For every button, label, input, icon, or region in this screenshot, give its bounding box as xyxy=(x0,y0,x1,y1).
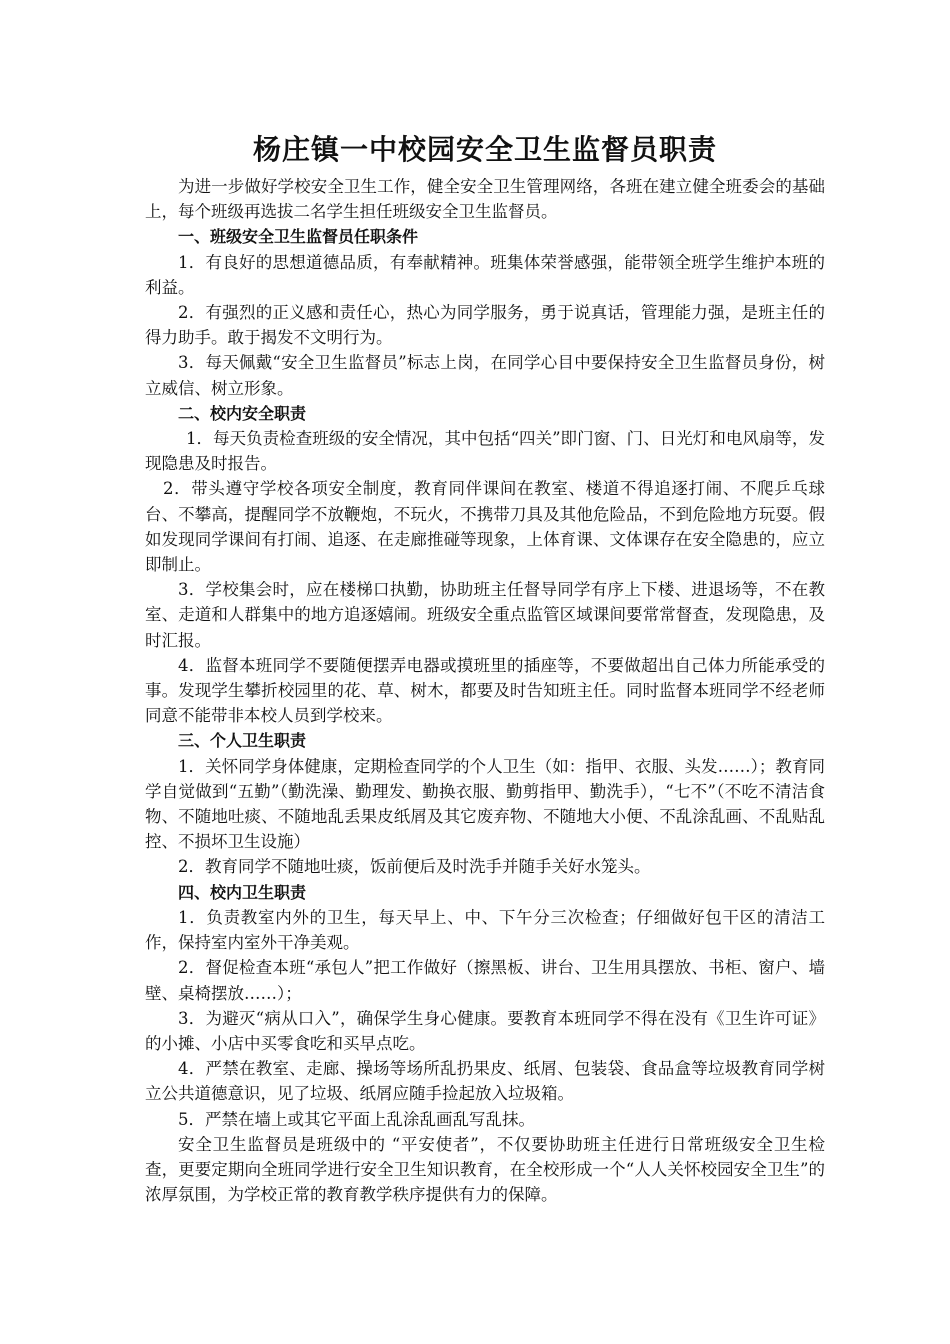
section-4-item-5: 5．严禁在墙上或其它平面上乱涂乱画乱写乱抹。 xyxy=(178,1109,535,1129)
section-4-item-1: 1．负责教室内外的卫生，每天早上、中、下午分三次检查；仔细做好包干区的清洁工作，保持室内室外干净美观。 xyxy=(145,907,825,953)
section-heading-1: 一、班级安全卫生监督员任职条件 xyxy=(178,227,419,247)
section-4-item-2: 2．督促检查本班“承包人”把工作做好（擦黑板、讲台、卫生用具摆放、书柜、窗户、墙壁、桌椅摆放……）； xyxy=(145,958,825,1003)
section-1-item-1: 1．有良好的思想道德品质，有奉献精神。班集体荣誉感强，能带领全班学生维护本班的利益。 xyxy=(145,252,825,297)
section-3-item-2: 2．教育同学不随地吐痰，饭前便后及时洗手并随手关好水笼头。 xyxy=(178,857,651,877)
section-2-item-1: 1．每天负责检查班级的安全情况，其中包括“四关”即门窗、门、日光灯和电风扇等，发现隐患及时报告。 xyxy=(145,429,825,474)
section-1-item-3: 3．每天佩戴“安全卫生监督员”标志上岗，在同学心目中要保持安全卫生监督员身份，树立威信、树立形象。 xyxy=(145,353,825,398)
section-4-item-4: 4．严禁在教室、走廊、操场等场所乱扔果皮、纸屑、包装袋、食品盒等垃圾教育同学树立公共道德意识，见了垃圾、纸屑应随手捡起放入垃圾箱。 xyxy=(145,1059,825,1104)
section-heading-3: 三、个人卫生职责 xyxy=(178,731,307,751)
section-4-item-3: 3．为避灭“病从口入”，确保学生身心健康。要教育本班同学不得在没有《卫生许可证》的小摊、小店中买零食吃和买早点吃。 xyxy=(145,1008,825,1053)
document-body xyxy=(145,174,825,1207)
document-title: 杨庄镇一中校园安全卫生监督员职责 xyxy=(252,133,717,166)
section-heading-2: 二、校内安全职责 xyxy=(178,403,307,423)
closing-paragraph: 安全卫生监督员是班级中的 “平安使者”，不仅要协助班主任进行日常班级安全卫生检查，更要定期向全班同学进行安全卫生知识教育，在全校形成一个“人人关怀校园安全卫生”的浓厚氛围，为学校正常的教育教学秩序提供有力的保障。 xyxy=(145,1134,825,1205)
section-3-item-1: 1．关怀同学身体健康，定期检查同学的个人卫生（如：指甲、衣服、头发……）；教育同学自觉做到“五勤”（勤洗澡、勤理发、勤换衣服、勤剪指甲、勤洗手），“七不”（不吃不清洁食物、不随地吐痰、不随地乱丢果皮纸屑及其它废弃物、不随地大小便、不乱涂乱画、不乱贴乱控、不损坏卫生设施） xyxy=(145,756,825,852)
section-2-item-3: 3．学校集会时，应在楼梯口执勤，协助班主任督导同学有序上下楼、进退场等，不在教室、走道和人群集中的地方追逐嬉闹。班级安全重点监管区域课间要常常督查，发现隐患，及时汇报。 xyxy=(145,580,825,650)
section-2-item-4: 4．监督本班同学不要随便摆弄电器或摸班里的插座等，不要做超出自己体力所能承受的事。发现学生攀折校园里的花、草、树木，都要及时告知班主任。同时监督本班同学不经老师同意不能带非本校人员到学校来。 xyxy=(145,655,825,726)
intro-paragraph: 为进一步做好学校安全卫生工作，健全安全卫生管理网络，各班在建立健全班委会的基础上，每个班级再选拔二名学生担任班级安全卫生监督员。 xyxy=(145,177,825,222)
section-2-item-2: 2．带头遵守学校各项安全制度，教育同伴课间在教室、楼道不得追逐打闹、不爬乒乓球台、不攀高，提醒同学不放鞭炮，不玩火，不携带刀具及其他危险品，不到危险地方玩耍。假如发现同学课间有打闹、追逐、在走廊推碰等现象，上体育课、文体课存在安全隐患的，应立即制止。 xyxy=(145,479,825,575)
section-1-item-2: 2．有强烈的正义感和责任心，热心为同学服务，勇于说真话，管理能力强，是班主任的得力助手。敢于揭发不文明行为。 xyxy=(145,303,825,348)
section-heading-4: 四、校内卫生职责 xyxy=(178,882,307,902)
document-page xyxy=(145,128,825,1207)
